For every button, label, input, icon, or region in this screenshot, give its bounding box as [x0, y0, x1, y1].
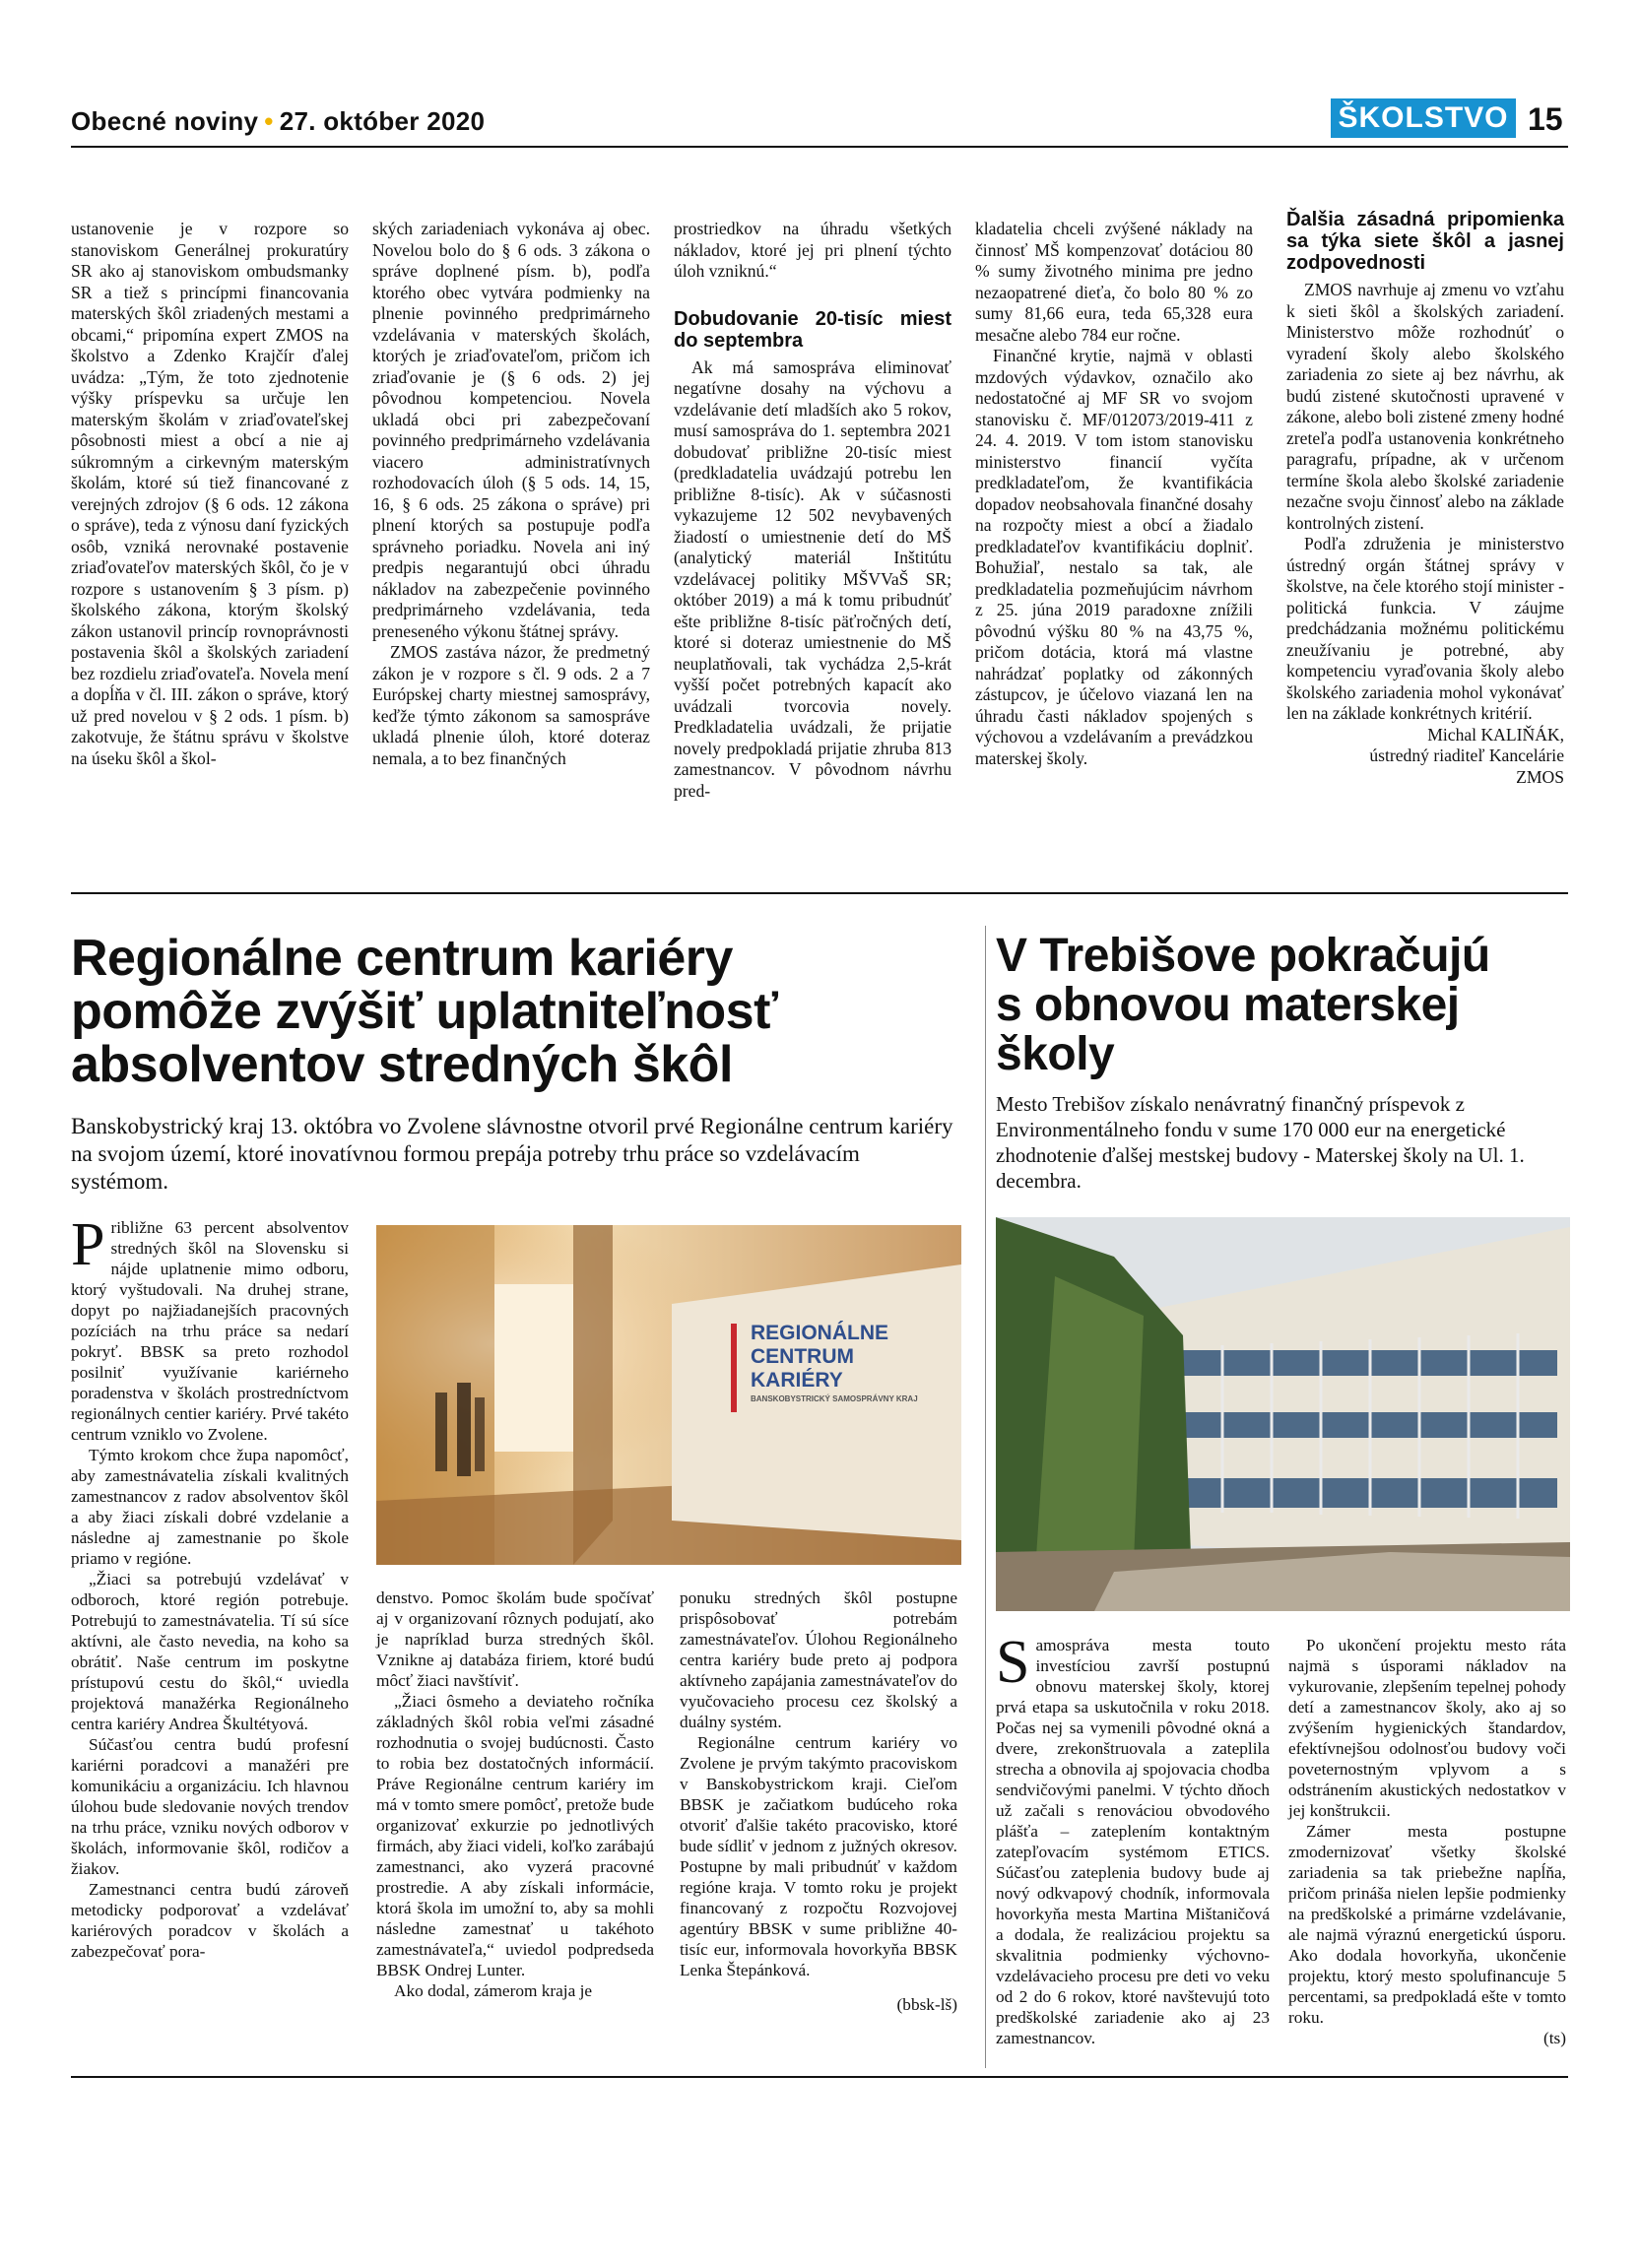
article-1-column-2: [376, 1588, 654, 2001]
article-1-lead: Banskobystrický kraj 13. októbra vo Zvolene slávnostne otvoril prvé Regionálne centrum kariéry na svojom území, ktoré inovatívnou formou prepája potreby trhu práce so vzdelávacím systémom.: [71, 1114, 953, 1194]
article-2-lead: Mesto Trebišov získalo nenávratný finančný príspevok z Environmentálneho fondu v sume 170 000 eur na energetické zhodnotenie ďalšej mestskej budovy - Materskej školy na Ul. 1. decembra.: [996, 1092, 1525, 1193]
paragraph-text: ribližne 63 percent absolventov stredných škôl na Slovensku si nájde uplatnenie mimo odboru, ktorý vyštudovali. Na druhej strane, dopyt po najžiadanejších pracovných pozíciách na trhu práce sa nedarí pokryť. BBSK sa preto rozhodol posilniť využívanie kariérneho poradenstva v školách prostredníctvom regionálnych centier kariéry. Prvé takéto centrum vzniklo vo Zvolene.: [71, 1218, 349, 1444]
issue-date: 27. október 2020: [279, 106, 486, 136]
paragraph: Podľa združenia je ministerstvo ústredný orgán štátnej správy v školstve, na čele ktorého stojí minister - politická funkcia. V záujme predchádzania možnému politickému zneužívaniu je potrebné, aby kompetenciu vyraďovania školy alebo školského zariadenia mohol vykonávať len na základe konkrétnych kritérií.: [1286, 534, 1564, 723]
top-column-3: [674, 219, 951, 802]
paragraph: Zamestnanci centra budú zároveň metodicky podporovať a vzdelávať kariérových poradcov v školách a zabezpečovať pora-: [71, 1880, 349, 1961]
publication-name: Obecné noviny: [71, 106, 259, 136]
title-line: školy: [996, 1028, 1115, 1080]
column-divider: [985, 926, 986, 2068]
article-2-column-1: [996, 1629, 1270, 2048]
author-name: Michal KALIŇÁK,: [1427, 724, 1564, 745]
paragraph: ustanovenie je v rozpore so stanoviskom Generálnej prokuratúry SR ako aj stanoviskom ombudsmanky SR a tiež s princípmi financovania materských škôl zriadených mestami a obcami,“ pripomína expert ZMOS na školstvo a Zdenko Krajčír ďalej uvádza: „Tým, že toto zjednotenie výšky príspevku sa určuje len materským školám v zriaďovateľskej pôsobnosti miest a obcí a nie aj súkromným a cirkevným materským školám, ktoré sú tiež financované z verejných zdrojov (§ 6 ods. 12 zákona o správe), teda z výnosu daní fyzických osôb, vzniká nerovnaké postavenie zriaďovateľov materských škôl, čo je v rozpore s ustanovením § 3 písm. p) školského zákona, ktorým školský zákon ustanovil princíp rovnoprávnosti postavenia škôl a školských zariadení bez rozdielu zriaďovateľa. Novela mení a dopĺňa v čl. III. zákon o správe, ktorý už pred novelou v § 2 ods. 1 písm. b) zakotvuje, že štátnu správu v školstve na úseku škôl a škol-: [71, 219, 349, 768]
footer-rule: [71, 2076, 1568, 2078]
paragraph: [996, 1629, 1270, 2048]
paragraph: ských zariadeniach vykonáva aj obec. Novelou bolo do § 6 ods. 3 zákona o správe doplnené písm. b), podľa ktorého obec vytvára podmienky na plnenie povinného predprimárneho vzdelávania v materských školách, ktorých je zriaďovateľom, pričom ich zriaďovanie je (§ 6 ods. 2) jej pôvodnou kompetenciou. Novela ukladá obci pri zabezpečovaní povinného predprimárneho vzdelávania viacero administratívnych rozhodovacích úloh (§ 5 ods. 14, 15, 16, § 6 ods. 25 zákona o správe) pri plnení ktorých sa postupuje podľa správneho poriadku. Novela ani iný predpis negarantujú obci úhradu nákladov na zabezpečenie povinného predprimárneho vzdelávania, teda preneseného výkonu štátnej správy.: [372, 219, 650, 641]
article-2-column-2: [1288, 1635, 1566, 2048]
drop-cap: S: [996, 1629, 1030, 1696]
article-signature: (bbsk-lš): [896, 1995, 957, 2014]
title-line: Regionálne centrum kariéry: [71, 930, 733, 987]
paragraph: kladatelia chceli zvýšené náklady na činnosť MŠ kompenzovať dotáciou 80 % sumy životného minima pre jedno nezaopatrené dieťa, čo bolo 80 % zo sumy 81,66 eura, teda 65,328 eura mesačne alebo 784 eur ročne.: [975, 219, 1253, 345]
subheading: Dobudovanie 20-tisíc miest do septembra: [674, 307, 951, 352]
paragraph: ZMOS navrhuje aj zmenu vo vzťahu k sieti škôl a školských zariadení. Ministerstvo môže rozhodnúť o vyradení školy alebo školského zariadenia zo siete aj bez návrhu, ak budú zistené skutočnosti upravené v zákone, alebo boli zistené zmeny hodné zreteľa podľa ustanovenia konkrétneho paragrafu, prípadne, ak v určenom termíne škola alebo školské zariadenie nezačne svoju činnosť alebo na základe kontrolných zistení.: [1286, 280, 1564, 533]
section-label: ŠKOLSTVO: [1331, 98, 1516, 138]
author-role: ústredný riaditeľ Kancelárie: [1369, 745, 1564, 765]
article-1-title: [71, 932, 957, 1091]
header-rule: [71, 146, 1568, 148]
article-2-title: [996, 932, 1587, 1079]
subheading: Ďalšia zásadná pripomienka sa týka siete škôl a jasnej zodpovednosti: [1286, 209, 1564, 274]
title-line: absolventov stredných škôl: [71, 1036, 733, 1093]
top-column-2: [372, 219, 650, 769]
photo-graphic: [996, 1217, 1570, 1611]
paragraph: „Žiaci sa potrebujú vzdelávať v odboroch, ktoré región potrebuje. Potrebujú to zamestnávatelia. Tí sú síce aktívni, ale často nevedia, na koho sa obrátiť. Naše centrum im poskytne prístupovú cestu do škôl,“ uviedla projektová manažérka Regionálneho centra kariéry Andrea Škultétyová.: [71, 1570, 349, 1733]
title-line: s obnovou materskej: [996, 979, 1460, 1031]
paragraph-text: amospráva mesta touto investíciou završí postupnú obnovu materskej školy, ktorej prvá etapa sa uskutočnila v roku 2018. Počas nej sa vymenili pôvodné okná a dvere, zrekonštruovala a zateplila strecha a obnovila aj spojovacia chodba sendvičovými panelmi. V týchto dňoch už začali s renováciou obvodového plášťa – zateplením kontaktným zatepľovacím systémom ETICS. Súčasťou zateplenia budovy bude aj nový odkvapový chodník, informovala hovorkyňa mesta Martina Mištaničová a dodala, že realizáciou projektu sa skvalitnia podmienky výchovno-vzdelávacieho procesu pre deti vo veku od 2 do 6 rokov, ktoré navštevujú toto predškolské zariadenie ako aj 23 zamestnancov.: [996, 1636, 1270, 2047]
masthead: [71, 106, 485, 137]
paragraph: Regionálne centrum kariéry vo Zvolene je prvým takýmto pracoviskom v Banskobystrickom kraji. Cieľom BBSK je začiatkom budúceho roka otvoriť ďalšie takéto pracovisko, ktoré bude sídliť v jednom z južných okresov. Postupne by mali pribudnúť v každom regióne kraja. V tomto roku je projekt financovaný z rozpočtu Rozvojovej agentúry BBSK v sume približne 40-tisíc eur, informovala hovorkyňa BBSK Lenka Štepánková.: [680, 1733, 957, 1979]
paragraph: Týmto krokom chce župa napomôcť, aby zamestnávatelia získali kvalitných zamestnancov z radov absolventov škôl a aby žiaci získali dobré vzdelanie a následne aj zamestnanie po škole priamo v regióne.: [71, 1446, 349, 1568]
paragraph: ZMOS zastáva názor, že predmetný zákon je v rozpore s čl. 9 ods. 2 a 7 Európskej charty miestnej samosprávy, keďže týmto zákonom sa samospráve ukladá plnenie úloh, ktoré doteraz nemala, a to bez finančných: [372, 642, 650, 768]
title-line: V Trebišove pokračujú: [996, 930, 1490, 982]
paragraph: prostriedkov na úhradu všetkých nákladov, ktoré jej pri plnení týchto úloh vzniknú.“: [674, 219, 951, 281]
article-signature: (ts): [1542, 2029, 1566, 2047]
paragraph: Súčasťou centra budú profesní kariérni poradcovi a manažéri pre komunikáciu a organizáciu. Ich hlavnou úlohou bude sledovanie nových trendov na trhu práce, vzniku nových odborov v školách, informovanie škôl, rodičov a žiakov.: [71, 1735, 349, 1878]
drop-cap: P: [71, 1211, 105, 1278]
kindergarten-building-photo: [996, 1217, 1570, 1611]
section-divider: [71, 892, 1568, 894]
title-line: pomôže zvýšiť uplatniteľnosť: [71, 983, 778, 1040]
top-column-1: [71, 219, 349, 769]
author-org: ZMOS: [1516, 766, 1564, 787]
article-1-column-1: [71, 1211, 349, 1962]
career-center-photo: [376, 1225, 961, 1565]
sign-line: CENTRUM KARIÉRY: [751, 1345, 854, 1392]
photo-sign-text: [751, 1322, 948, 1406]
top-column-5: [1286, 209, 1564, 788]
paragraph: Po ukončení projektu mesto ráta najmä s úsporami nákladov na vykurovanie, zlepšením tepelnej pohody detí a zamestnancov školy, ako aj so zvýšením hygienických štandardov, efektívnejšou odolnosťou budovy voči poveternostným vplyvom a s odstránením akustických nedostatkov v jej konštrukcii.: [1288, 1636, 1566, 1820]
paragraph: denstvo. Pomoc školám bude spočívať aj v organizovaní rôznych podujatí, ako je napríklad burza stredných škôl. Vznikne aj databáza firiem, ktoré budú môcť žiaci navštíviť.: [376, 1588, 654, 1690]
page-number: 15: [1528, 101, 1563, 137]
paragraph: Ak má samospráva eliminovať negatívne dosahy na výchovu a vzdelávanie detí mladších ako 5 rokov, musí samospráva do 1. septembra 2021 dobudovať približne 20-tisíc miest (predkladatelia uvádzajú potrebu len približne 8-tisíc). Ak v súčasnosti vykazujeme 12 502 nevybavených žiadostí o umiestnenie detí do MŠ (analytický materiál Inštitútu vzdelávacej politiky MŠVVaŠ SR; október 2019) a má k tomu pribudnúť ešte približne 8-tisíc päťročných detí, ktoré si doteraz umiestnenie do MŠ neuplatňovali, tak vychádza 2,5-krát vyšší počet potrebných kapacít ako uvádzali tvorcovia novely. Predkladatelia uvádzali, že prijatie novely predpokladá prijatie zhruba 813 zamestnancov. V pôvodnom návrhu pred-: [674, 356, 951, 801]
top-column-4: [975, 219, 1253, 769]
paragraph: ponuku stredných škôl postupne prispôsobovať potrebám zamestnávateľov. Úlohou Regionálneho centra kariéry bude preto aj podpora aktívneho zapájania zamestnávateľov do vyučovacieho procesu cez školský a duálny systém.: [680, 1588, 957, 1731]
paragraph: [71, 1211, 349, 1445]
sign-line: REGIONÁLNE: [751, 1322, 889, 1344]
paragraph: „Žiaci ôsmeho a deviateho ročníka základných škôl robia veľmi zásadné rozhodnutia o svojej budúcnosti. Často to robia bez dostatočných informácií. Práve Regionálne centrum kariéry im má v tomto smere pomôcť, pretože bude organizovať exkurzie po jednotlivých firmách, aby žiaci videli, koľko zarábajú zamestnanci, ako vyzerá pracovné prostredie. A aby získali informácie, ktorá škola im umožní to, aby sa mohli následne zamestnať u takéhoto zamestnávateľa,“ uviedol podpredseda BBSK Ondrej Lunter.: [376, 1692, 654, 1979]
article-1-column-3: [680, 1588, 957, 2015]
paragraph: Finančné krytie, najmä v oblasti mzdových výdavkov, označilo ako nedostatočné aj MF SR vo svojom stanovisku č. MF/012073/2019-411 z 24. 4. 2019. V tom istom stanovisku ministerstvo financií vyčíta predkladateľom, že kvantifikácia dopadov neobsahovala finančné dosahy na rozpočty miest a obcí a žiadalo predkladateľov kvantifikáciu doplniť. Bohužiaľ, nestalo sa tak, ale predkladatelia pozmeňujúcim návrhom z 25. júna 2019 paradoxne znížili pôvodnú výšku 80 % na 43,75 %, pričom dotácia, ktorá má vlastne nahrádzať poplatky od zákonných zástupcov, je účelovo viazaná len na úhradu časti nákladov spojených s výchovou a vzdelávaním a prevádzkou materskej školy.: [975, 346, 1253, 768]
sign-line: BANSKOBYSTRICKÝ SAMOSPRÁVNY KRAJ: [751, 1394, 918, 1403]
paragraph: Ako dodal, zámerom kraja je: [394, 1981, 593, 2000]
paragraph: Zámer mesta postupne zmodernizovať všetky školské zariadenia sa tak priebežne napĺňa, pričom prináša nielen lepšie podmienky na predškolské a primárne vzdelávanie, ale najmä výraznú energetickú úsporu. Ako dodala hovorkyňa, ukončenie projektu, ktorý mesto spolufinancuje 5 percentami, sa predpokladá ešte v tomto roku.: [1288, 1822, 1566, 2027]
bullet-icon: •: [264, 106, 274, 136]
